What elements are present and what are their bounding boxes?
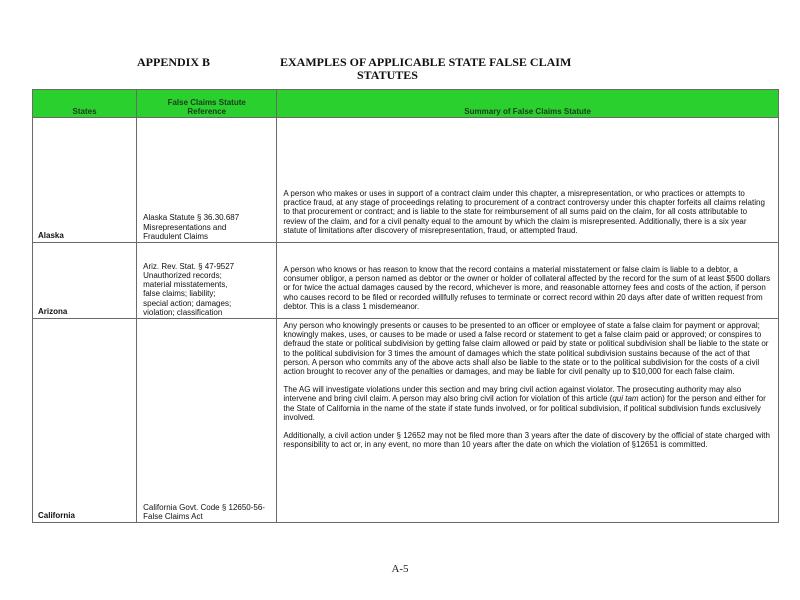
column-header-states: States: [33, 90, 137, 118]
column-header-statute-reference: False Claims Statute Reference: [137, 90, 277, 118]
state-name: Arizona: [38, 306, 68, 316]
statute-summary: A person who knows or has reason to know that the record contains a material misstatement or false claim is liable to a debtor, a consumer obligor, a person named as debtor or the owner or holder of collateral affected by the record for the sum of at least $500 dollars or for twice the actual damages caused by the record, whichever is more, and reasonable attorney fees and costs of the action, if person who causes record to be filed or recorded willfully refuses to terminate or correct record within 20 days after date of written request from debtor. This is a class 1 misdemeanor.: [283, 264, 771, 311]
appendix-label: APPENDIX B: [137, 55, 211, 69]
state-cell: [33, 118, 137, 243]
table-row: [33, 243, 779, 319]
table-row: [33, 118, 779, 243]
state-cell: [33, 319, 137, 523]
false-claims-table: [32, 89, 779, 523]
state-name: Alaska: [38, 230, 64, 240]
reference-cell: [137, 243, 277, 319]
summary-cell: [277, 319, 779, 523]
heading-title-line2: STATUTES: [357, 68, 418, 82]
table-header-row: [33, 90, 779, 118]
state-name: California: [38, 510, 75, 520]
statute-reference: California Govt. Code § 12650-56-False Claims Act: [143, 502, 265, 521]
summary-paragraph: The AG will investigate violations under this section and may bring civil action against violator. The prosecuting authority may also intervene and bring civil claim. A person may also bring civil action for violation of this article (qui tam action) for the person and either for the State of California in the name of the state if state funds involved, or for political subdivision, if political subdivision funds exclusively involved.: [283, 385, 766, 422]
summary-cell: [277, 243, 779, 319]
heading-title-line1: EXAMPLES OF APPLICABLE STATE FALSE CLAIM: [280, 55, 572, 69]
state-cell: [33, 243, 137, 319]
statute-summary: A person who makes or uses in support of a contract claim under this chapter, a misrepresentation, or who practices or attempts to practice fraud, at any stage of proceedings relating to procurement of a contract controversy under this chapter forfeits all claims relating to that procurement or contract; and is liable to the state for reimbursement of all sums paid on the claim, for all costs attributable to review of the claim, and for a civil penalty equal to the amount by which the claim is misrepresented. Additionally, there is a six year statute of limitations after discovery of misrepresentation, fraud, or attempted fraud.: [283, 188, 765, 235]
page-number: A-5: [391, 563, 409, 575]
reference-cell: [137, 118, 277, 243]
statute-reference: Alaska Statute § 36.30.687 Misrepresentations and Fraudulent Claims: [143, 213, 240, 241]
statute-reference: Ariz. Rev. Stat. § 47-9527 Unauthorized records; material misstatements, false claims; liability; special action; damages; violation; classification: [143, 261, 235, 317]
summary-paragraph: Any person who knowingly presents or causes to be presented to an officer or employee of state a false claim for payment or approval; knowingly makes, uses, or causes to be made or used a false record or statement to get a false claim paid or approved; or conspires to defraud the state or political subdivision by getting false claim allowed or paid by state or political subdivision shall be liable to the state or to the political subdivision for 3 times the amount of damages which the state political subdivision sustains because of the act of that person. A person who commits any of the above acts shall also be liable to the state or to the political subdivision for the costs of a civil action brought to recover any of the penalties or damages, and may be liable for civil penalty up to $10,000 for each false claim.: [283, 321, 769, 377]
reference-cell: [137, 319, 277, 523]
table-row: [33, 319, 779, 523]
summary-paragraph: Additionally, a civil action under § 12652 may not be filed more than 3 years after the date of discovery by the official of state charged with responsibility to act or, in any event, no more than 10 years after the date on which the violation of §12651 is committed.: [283, 431, 770, 450]
statute-summary: [277, 321, 778, 460]
summary-cell: [277, 118, 779, 243]
column-header-summary: Summary of False Claims Statute: [277, 90, 779, 118]
